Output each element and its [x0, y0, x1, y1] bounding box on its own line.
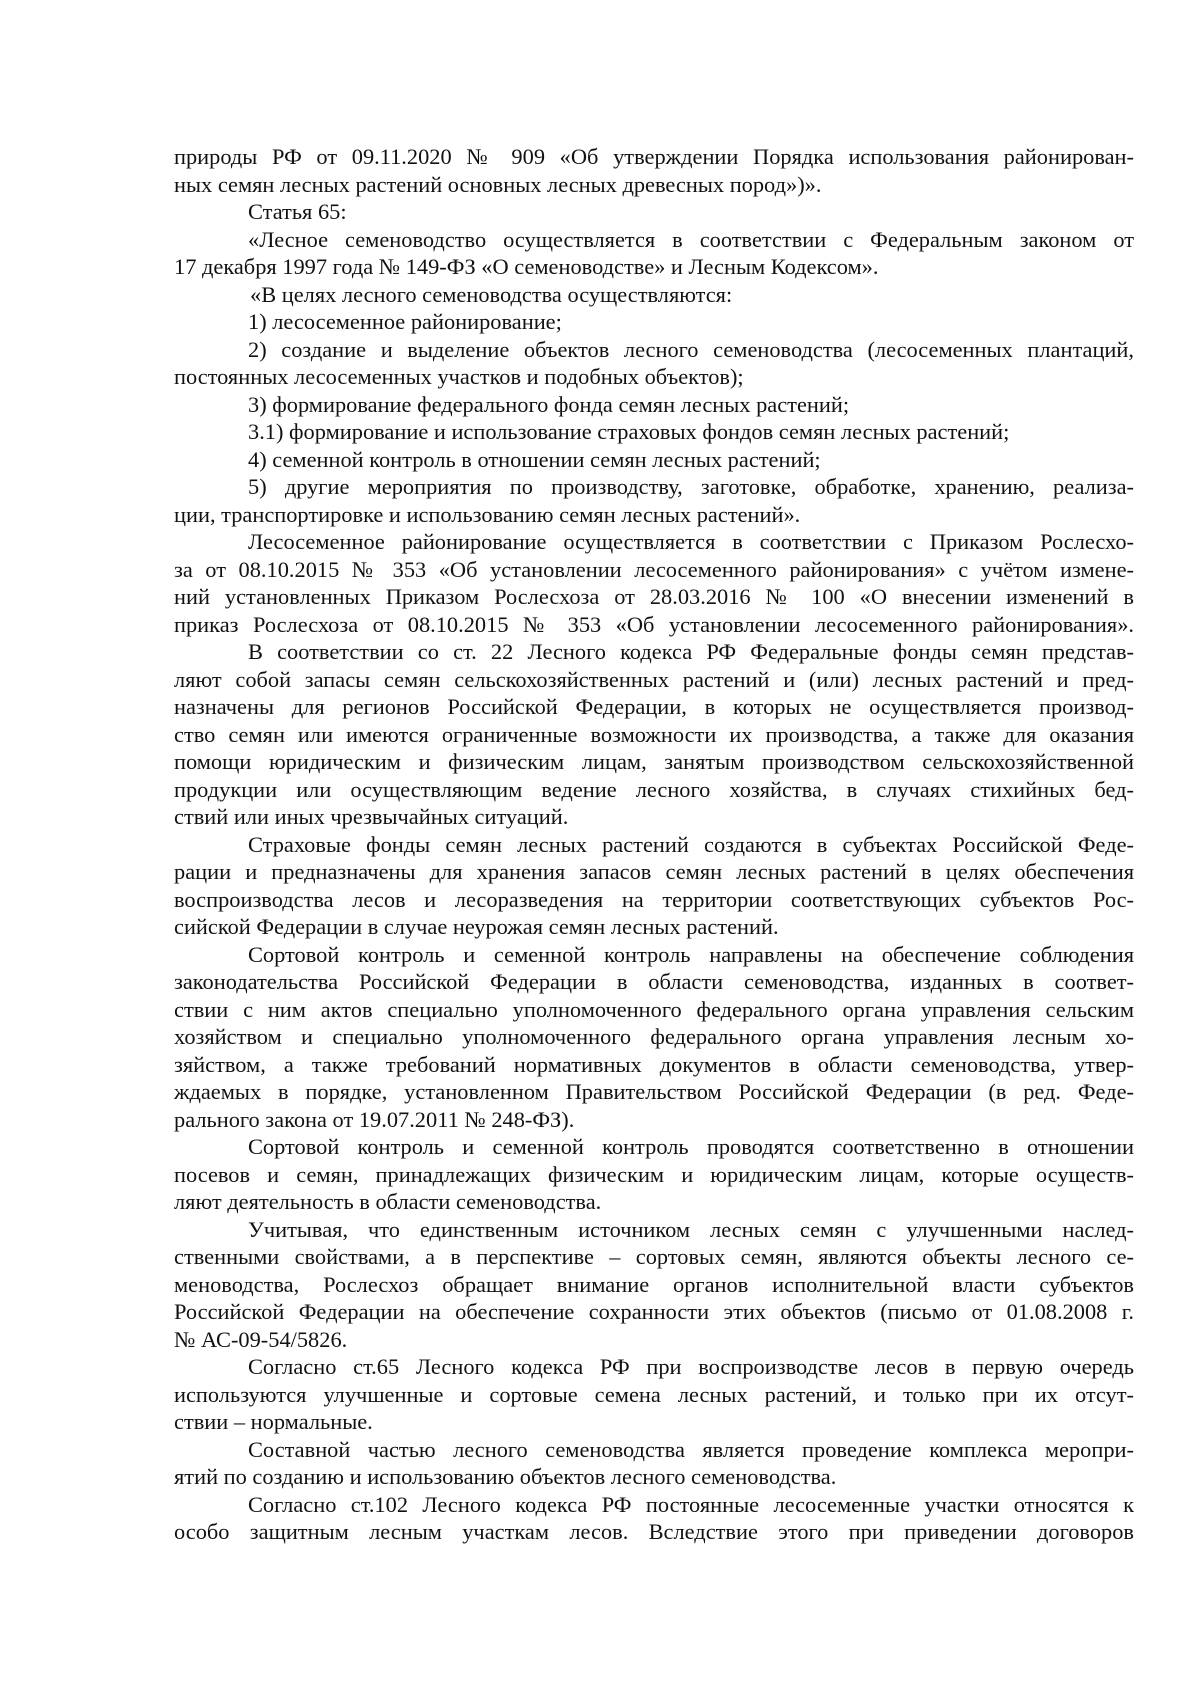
text-line: 17 декабря 1997 года № 149-ФЗ «О семеноводстве» и Лесным Кодексом». — [174, 254, 879, 279]
text-line: ний установленных Приказом Рослесхоза от 28.03.2016 № 100 «О внесении изменений в — [174, 584, 1134, 609]
document-page — [174, 143, 1134, 1546]
text-line: постоянных лесосеменных участков и подобных объектов); — [174, 364, 744, 389]
text-line: воспроизводства лесов и лесоразведения на территории соответствующих субъектов Рос- — [174, 886, 1134, 912]
text-line: приказ Рослесхоза от 08.10.2015 № 353 «Об установлении лесосеменного районирования». — [174, 611, 1134, 637]
list-item: 4) семенной контроль в отношении семян лесных растений; — [248, 446, 821, 472]
text-line: законодательства Российской Федерации в области семеноводства, изданных в соответ- — [174, 969, 1134, 994]
list-item: 5) другие мероприятия по производству, заготовке, обработке, хранению, реализа- — [248, 474, 1134, 499]
article-heading: Статья 65: — [248, 199, 347, 224]
text-line: ствии – нормальные. — [174, 1409, 373, 1434]
text-line: посевов и семян, принадлежащих физическим и юридическим лицам, которые осуществ- — [174, 1161, 1134, 1187]
text-line: ствий или иных чрезвычайных ситуаций. — [174, 804, 569, 829]
text-line: особо защитным лесным участкам лесов. Вследствие этого при приведении договоров — [174, 1519, 1134, 1544]
text-line: Составной частью лесного семеноводства является проведение комплекса меропри- — [248, 1436, 1134, 1462]
text-line: продукции или осуществляющим ведение лесного хозяйства, в случаях стихийных бед- — [174, 776, 1134, 802]
text-line: ждаемых в порядке, установленном Правительством Российской Федерации (в ред. Феде- — [174, 1079, 1134, 1104]
list-item: 3) формирование федерального фонда семян лесных растений; — [248, 391, 850, 417]
text-line: Страховые фонды семян лесных растений создаются в субъектах Российской Феде- — [248, 831, 1134, 857]
list-item: 1) лесосеменное районирование; — [248, 309, 562, 334]
text-line: ных семян лесных растений основных лесных древесных пород»)». — [174, 171, 822, 197]
text-line: рального закона от 19.07.2011 № 248-ФЗ). — [174, 1106, 575, 1132]
text-line: за от 08.10.2015 № 353 «Об установлении лесосеменного районирования» с учётом измене- — [174, 556, 1134, 582]
text-line: ственными свойствами, а в перспективе – сортовых семян, являются объекты лесного се- — [174, 1244, 1134, 1269]
text-line: ятий по созданию и использованию объектов лесного семеноводства. — [174, 1464, 837, 1489]
text-line: назначены для регионов Российской Федерации, в которых не осуществляется производ- — [174, 694, 1134, 719]
text-line: Сортовой контроль и семенной контроль направлены на обеспечение соблюдения — [248, 941, 1134, 967]
text-line: Лесосеменное районирование осуществляется в соответствии с Приказом Рослесхо- — [248, 529, 1134, 554]
list-item: 2) создание и выделение объектов лесного семеноводства (лесосеменных плантаций, — [248, 336, 1134, 362]
text-line: ство семян или имеются ограниченные возможности их производства, а также для оказания — [174, 721, 1134, 747]
text-line: В соответствии со ст. 22 Лесного кодекса РФ Федеральные фонды семян представ- — [248, 639, 1134, 664]
text-line: Учитывая, что единственным источником лесных семян с улучшенными наслед- — [248, 1216, 1134, 1242]
text-line: хозяйством и специально уполномоченного федерального органа управления лесным хо- — [174, 1024, 1134, 1049]
list-item: 3.1) формирование и использование страховых фондов семян лесных растений; — [248, 419, 1010, 444]
text-line: ляют деятельность в области семеноводства. — [174, 1189, 602, 1214]
text-line: ции, транспортировке и использованию семян лесных растений». — [174, 501, 801, 527]
text-line: Сортовой контроль и семенной контроль проводятся соответственно в отношении — [248, 1134, 1134, 1159]
text-line: ляют собой запасы семян сельскохозяйственных растений и (или) лесных растений и пред- — [174, 666, 1134, 692]
text-line: рации и предназначены для хранения запасов семян лесных растений в целях обеспечения — [174, 859, 1134, 884]
text-line: меноводства, Рослесхоз обращает внимание органов исполнительной власти субъектов — [174, 1271, 1134, 1297]
text-line: «В целях лесного семеноводства осуществляются: — [250, 281, 733, 307]
text-line: Согласно ст.102 Лесного кодекса РФ постоянные лесосеменные участки относятся к — [248, 1491, 1134, 1517]
text-line: ствии с ним актов специально уполномоченного федерального органа управления сельским — [174, 996, 1134, 1022]
text-line: сийской Федерации в случае неурожая семян лесных растений. — [174, 914, 779, 939]
text-line: используются улучшенные и сортовые семена лесных растений, и только при их отсут- — [174, 1381, 1134, 1407]
text-line: «Лесное семеноводство осуществляется в соответствии с Федеральным законом от — [248, 226, 1134, 252]
text-line: Российской Федерации на обеспечение сохранности этих объектов (письмо от 01.08.2008 г. — [174, 1299, 1134, 1324]
text-line: помощи юридическим и физическим лицам, занятым производством сельскохозяйственной — [174, 749, 1134, 774]
text-line: № АС-09-54/5826. — [174, 1326, 348, 1352]
text-line: природы РФ от 09.11.2020 № 909 «Об утверждении Порядка использования районирован- — [174, 144, 1134, 169]
text-line: зяйством, а также требований нормативных документов в области семеноводства, утвер- — [174, 1051, 1134, 1077]
text-line: Согласно ст.65 Лесного кодекса РФ при воспроизводстве лесов в первую очередь — [248, 1354, 1134, 1379]
